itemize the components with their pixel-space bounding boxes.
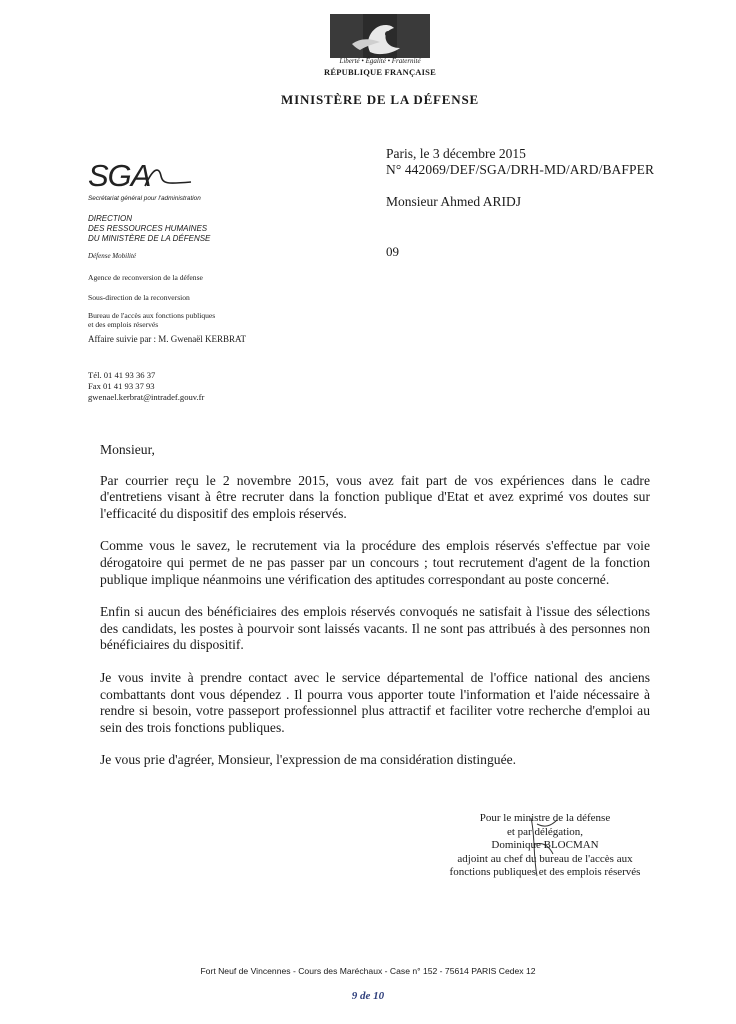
bureau-line: et des emplois réservés: [88, 320, 159, 329]
salutation: Monsieur,: [100, 442, 155, 457]
bureau-line: Bureau de l'accès aux fonctions publiques: [88, 311, 216, 320]
phone-number: Tél. 01 41 93 36 37: [88, 370, 156, 380]
page-number: 9 de 10: [351, 990, 385, 1002]
reference-number: N° 442069/DEF/SGA/DRH-MD/ARD/BAFPER: [386, 162, 655, 177]
bureau-name: [88, 311, 238, 329]
signature-line: Pour le ministre de la défense: [479, 812, 611, 824]
ministry-title: MINISTÈRE DE LA DÉFENSE: [281, 92, 479, 107]
direction-line: DES RESSOURCES HUMAINES: [88, 224, 208, 233]
email-address: gwenael.kerbrat@intradef.gouv.fr: [88, 392, 205, 402]
paragraph: Enfin si aucun des bénéficiaires des emplois réservés convoqués ne satisfait à l'issue des sélections des candidats, les postes à pourvoir sont laissés vacants. Il ne sont pas attribués à des personnes non bénéficiaires du dispositif.: [100, 604, 650, 653]
paragraph: Comme vous le savez, le recrutement via la procédure des emplois réservés s'effectue par voie dérogatoire qui permet de ne pas passer par un concours ; tout recrutement d'agent de la fonction publique implique néanmoins une vérification des aptitudes correspondant au poste concerné.: [100, 538, 650, 587]
sga-logo-text: SGA: [88, 158, 151, 193]
signatory-name: Dominique BLOCMAN: [491, 839, 599, 851]
letter-body: [100, 442, 650, 785]
closing-paragraph: Je vous prie d'agréer, Monsieur, l'expression de ma considération distinguée.: [100, 752, 517, 768]
place-date: Paris, le 3 décembre 2015: [386, 146, 526, 161]
sga-logo: [88, 158, 198, 194]
agency-name: Agence de reconversion de la défense: [88, 273, 203, 282]
signature-line: adjoint au chef du bureau de l'accès aux: [457, 852, 633, 865]
marianne-emblem-icon: [330, 14, 430, 58]
paragraph: Par courrier reçu le 2 novembre 2015, vous avez fait part de vos expériences dans le cadre d'entretiens visant à être recruter dans la fonction publique d'Etat et avez exprimé vos doutes sur l'efficacité du dispositif des emplois réservés.: [100, 472, 650, 521]
republic-name: RÉPUBLIQUE FRANÇAISE: [324, 67, 436, 77]
subdirection-name: Sous-direction de la reconversion: [88, 293, 190, 302]
signature-block: [420, 812, 670, 880]
republic-motto: Liberté • Égalité • Fraternité: [339, 57, 421, 65]
direction-subtitle: Défense Mobilité: [88, 252, 137, 260]
signature-line: et par délégation,: [506, 825, 584, 838]
department-code: 09: [386, 244, 399, 259]
fax-number: Fax 01 41 93 37 93: [88, 381, 155, 391]
addressee: Monsieur Ahmed ARIDJ: [386, 194, 521, 209]
swoosh-icon: [143, 164, 193, 190]
direction-line: DU MINISTÈRE DE LA DÉFENSE: [88, 234, 211, 243]
sga-subtitle: Secrétariat général pour l'administration: [88, 195, 201, 202]
direction-block: [88, 214, 210, 244]
footer-address: Fort Neuf de Vincennes - Cours des Maréchaux - Case n° 152 - 75614 PARIS Cedex 12: [200, 966, 536, 976]
direction-line: DIRECTION: [88, 214, 132, 223]
case-officer: Affaire suivie par : M. Gwenaël KERBRAT: [88, 334, 247, 344]
signature-line: fonctions publiques et des emplois réservés: [449, 866, 641, 878]
paragraph: Je vous invite à prendre contact avec le service départemental de l'office national des anciens combattants dont vous dépendez . Il pourra vous apporter toute l'information et l'aide nécessaire à rendre si besoin, votre passeport professionnel plus attractif et faciliter votre recherche d'emploi au sein des trois fonctions publiques.: [100, 669, 650, 735]
contact-block: [88, 370, 204, 403]
